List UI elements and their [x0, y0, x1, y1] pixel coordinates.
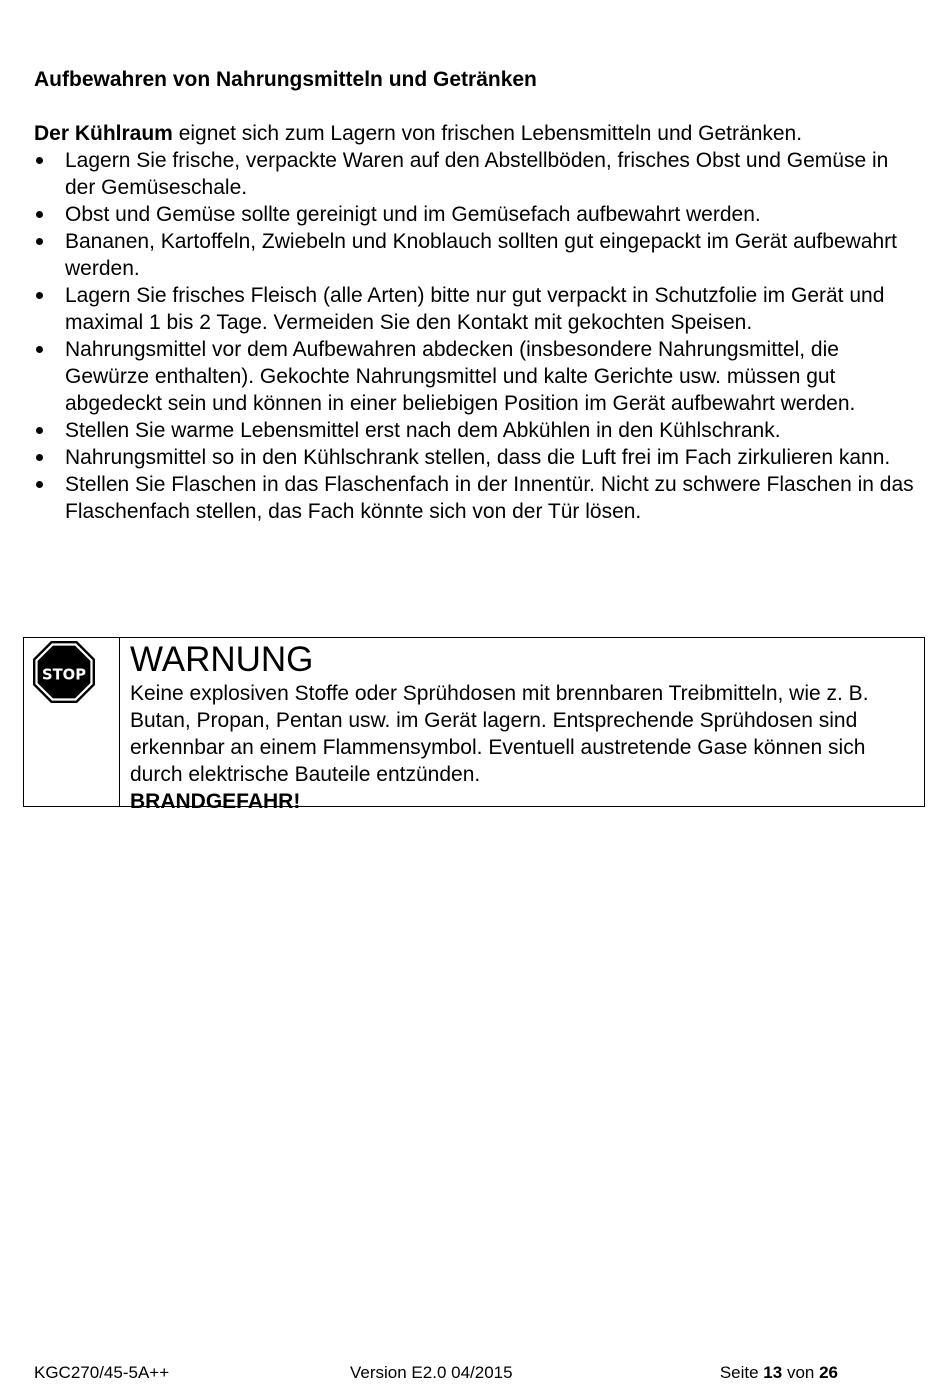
list-item-text: Nahrungsmittel so in den Kühlschrank stellen, dass die Luft frei im Fach zirkulieren kann.: [65, 446, 891, 469]
page-current: 13: [763, 1363, 783, 1382]
bullet-icon: [36, 427, 43, 434]
list-item: [34, 471, 924, 525]
warning-text-cell: [130, 638, 910, 815]
section-heading: Aufbewahren von Nahrungsmitteln und Getränken: [34, 68, 537, 91]
intro-text: eignet sich zum Lagern von frischen Lebensmitteln und Getränken.: [172, 122, 803, 145]
page-total: 26: [819, 1363, 838, 1382]
bullet-icon: [36, 292, 43, 299]
list-item-text: Lagern Sie frisches Fleisch (alle Arten) bitte nur gut verpackt in Schutzfolie im Gerät und maximal 1 bis 2 Tage. Vermeiden Sie den Kontakt mit gekochten Speisen.: [65, 284, 885, 334]
list-item-text: Lagern Sie frische, verpackte Waren auf den Abstellböden, frisches Obst und Gemüse in der Gemüseschale.: [65, 149, 889, 199]
list-item-text: Stellen Sie warme Lebensmittel erst nach dem Abkühlen in den Kühlschrank.: [65, 419, 781, 442]
footer-version: Version E2.0 04/2015: [350, 1363, 513, 1382]
footer-page-number: [720, 1361, 838, 1385]
bullet-icon: [36, 346, 43, 353]
intro-paragraph: [34, 120, 924, 147]
list-item-text: Stellen Sie Flaschen in das Flaschenfach in der Innentür. Nicht zu schwere Flaschen in das Flaschenfach stellen, das Fach könnte sich von der Tür lösen.: [65, 473, 914, 523]
list-item-text: Nahrungsmittel vor dem Aufbewahren abdecken (insbesondere Nahrungsmittel, die Gewürze enthalten). Gekochte Nahrungsmittel und kalte Gerichte usw. müssen gut abgedeckt sein und können in einer beliebigen Position im Gerät aufbewahrt werden.: [65, 338, 856, 415]
list-item: [34, 444, 924, 471]
list-item: [34, 417, 924, 444]
list-item: [34, 147, 924, 201]
list-item: [34, 282, 924, 336]
bullet-icon: [36, 454, 43, 461]
warning-alert: BRANDGEFAHR!: [130, 790, 301, 813]
intro-bold-term: Der Kühlraum: [34, 122, 173, 145]
stop-sign-icon: [32, 640, 96, 704]
list-item-text: Bananen, Kartoffeln, Zwiebeln und Knoblauch sollten gut eingepackt im Gerät aufbewahrt werden.: [65, 230, 897, 280]
page-footer: [34, 1361, 838, 1385]
list-item: [34, 228, 924, 282]
bullet-icon: [36, 157, 43, 164]
storage-tips-list: [34, 147, 924, 525]
footer-model: KGC270/45-5A++: [34, 1363, 170, 1382]
warning-body: Keine explosiven Stoffe oder Sprühdosen mit brennbaren Treibmitteln, wie z. B. Butan, Propan, Pentan usw. im Gerät lagern. Entsprechende Sprühdosen sind erkennbar an einem Flammensymbol. Eventuell austretende Gase können sich durch elektrische Bauteile entzünden.: [130, 682, 869, 786]
list-item: [34, 336, 924, 417]
stop-sign-text: STOP: [42, 665, 87, 684]
bullet-icon: [36, 481, 43, 488]
bullet-icon: [36, 211, 43, 218]
list-item-text: Obst und Gemüse sollte gereinigt und im Gemüsefach aufbewahrt werden.: [65, 203, 761, 226]
bullet-icon: [36, 238, 43, 245]
page-prefix: Seite: [719, 1363, 764, 1382]
list-item: [34, 201, 924, 228]
warning-title: WARNUNG: [130, 640, 314, 679]
warning-icon-cell: [24, 638, 120, 806]
warning-box: [23, 637, 925, 813]
page-mid: von: [782, 1363, 820, 1382]
